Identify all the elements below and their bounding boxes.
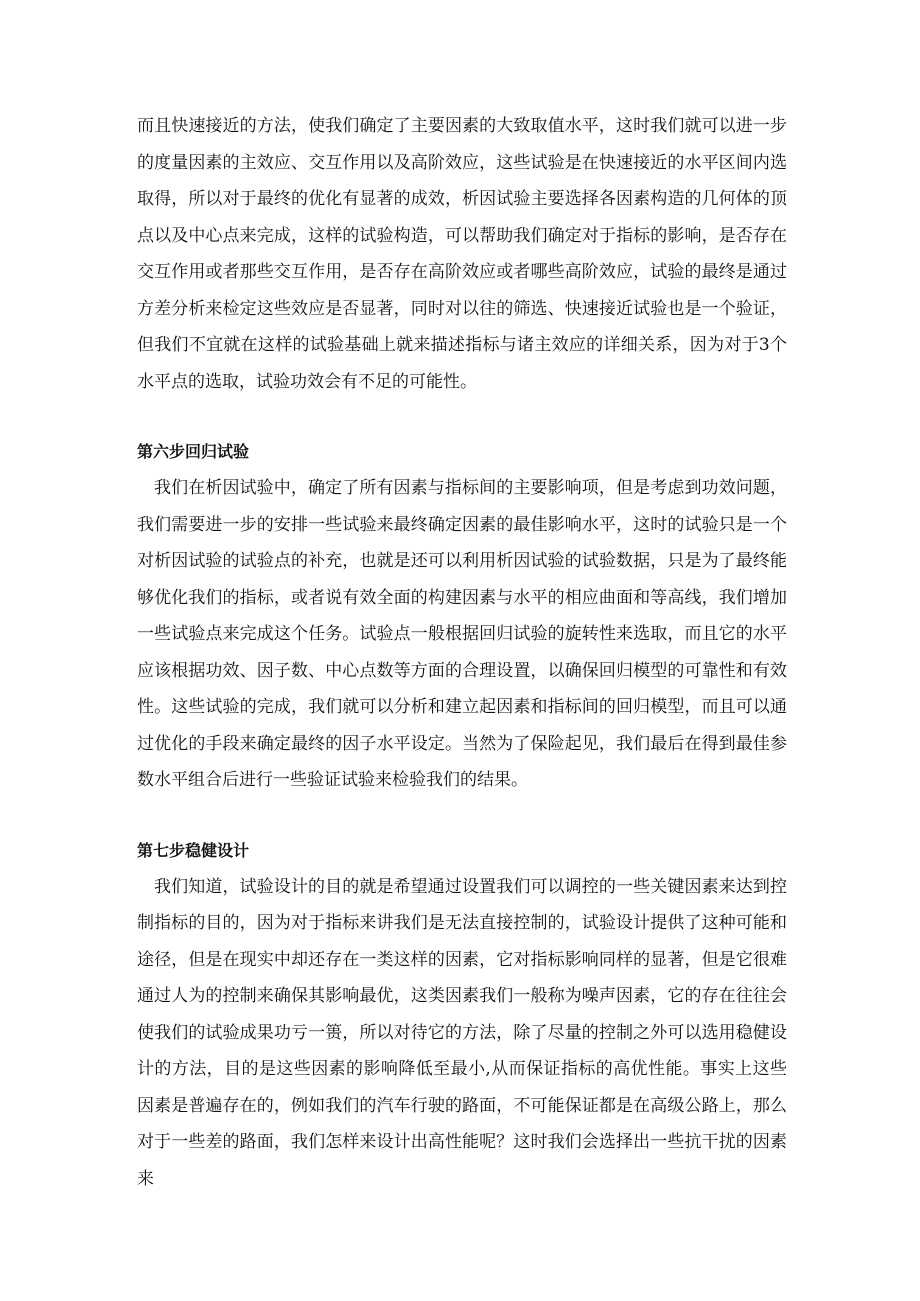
paragraph-gap: [137, 400, 787, 434]
paragraph-regression-test: 我们在析因试验中，确定了所有因素与指标间的主要影响项，但是考虑到功效问题，我们需要进一步的安排一些试验来最终确定因素的最佳影响水平，这时的试验只是一个对析因试验的试验点的补充，也就是还可以利用析因试验的试验数据，只是为了最终能够优化我们的指标，或者说有效全面的构建因素与水平的相应曲面和等高线，我们增加一些试验点来完成这个任务。试验点一般根据回归试验的旋转性来选取，而且它的水平应该根据功效、因子数、中心点数等方面的合理设置，以确保回归模型的可靠性和有效性。这些试验的完成，我们就可以分析和建立起因素和指标间的回归模型，而且可以通过优化的手段来确定最终的因子水平设定。当然为了保险起见，我们最后在得到最佳参数水平组合后进行一些验证试验来检验我们的结果。: [137, 478, 787, 790]
document-page: [137, 108, 787, 1197]
paragraph-gap: [137, 799, 787, 833]
paragraph-factorial-analysis: 而且快速接近的方法，使我们确定了主要因素的大致取值水平，这时我们就可以进一步的度量因素的主效应、交互作用以及高阶效应，这些试验是在快速接近的水平区间内选取得，所以对于最终的优化有显著的成效，析因试验主要选择各因素构造的几何体的顶点以及中心点来完成，这样的试验构造，可以帮助我们确定对于指标的影响，是否存在交互作用或者那些交互作用，是否存在高阶效应或者哪些高阶效应，试验的最终是通过方差分析来检定这些效应是否显著，同时对以往的筛选、快速接近试验也是一个验证，但我们不宜就在这样的试验基础上就来描述指标与诸主效应的详细关系，因为对于3个水平点的选取，试验功效会有不足的可能性。: [137, 116, 787, 392]
section-heading-step6: 第六步回归试验: [137, 442, 250, 461]
paragraph-robust-design: 我们知道，试验设计的目的就是希望通过设置我们可以调控的一些关键因素来达到控制指标的目的，因为对于指标来讲我们是无法直接控制的，试验设计提供了这种可能和途径，但是在现实中却还存在一类这样的因素，它对指标影响同样的显著，但是它很难通过人为的控制来确保其影响最优，这类因素我们一般称为噪声因素，它的存在往往会使我们的试验成果功亏一篑，所以对待它的方法，除了尽量的控制之外可以选用稳健设计的方法，目的是这些因素的影响降低至最小,从而保证指标的高优性能。事实上这些因素是普遍存在的，例如我们的汽车行驶的路面，不可能保证都是在高级公路上，那么对于一些差的路面，我们怎样来设计出高性能呢？这时我们会选择出一些抗干扰的因素来: [137, 876, 787, 1189]
section-heading-step7: 第七步稳健设计: [137, 840, 250, 860]
